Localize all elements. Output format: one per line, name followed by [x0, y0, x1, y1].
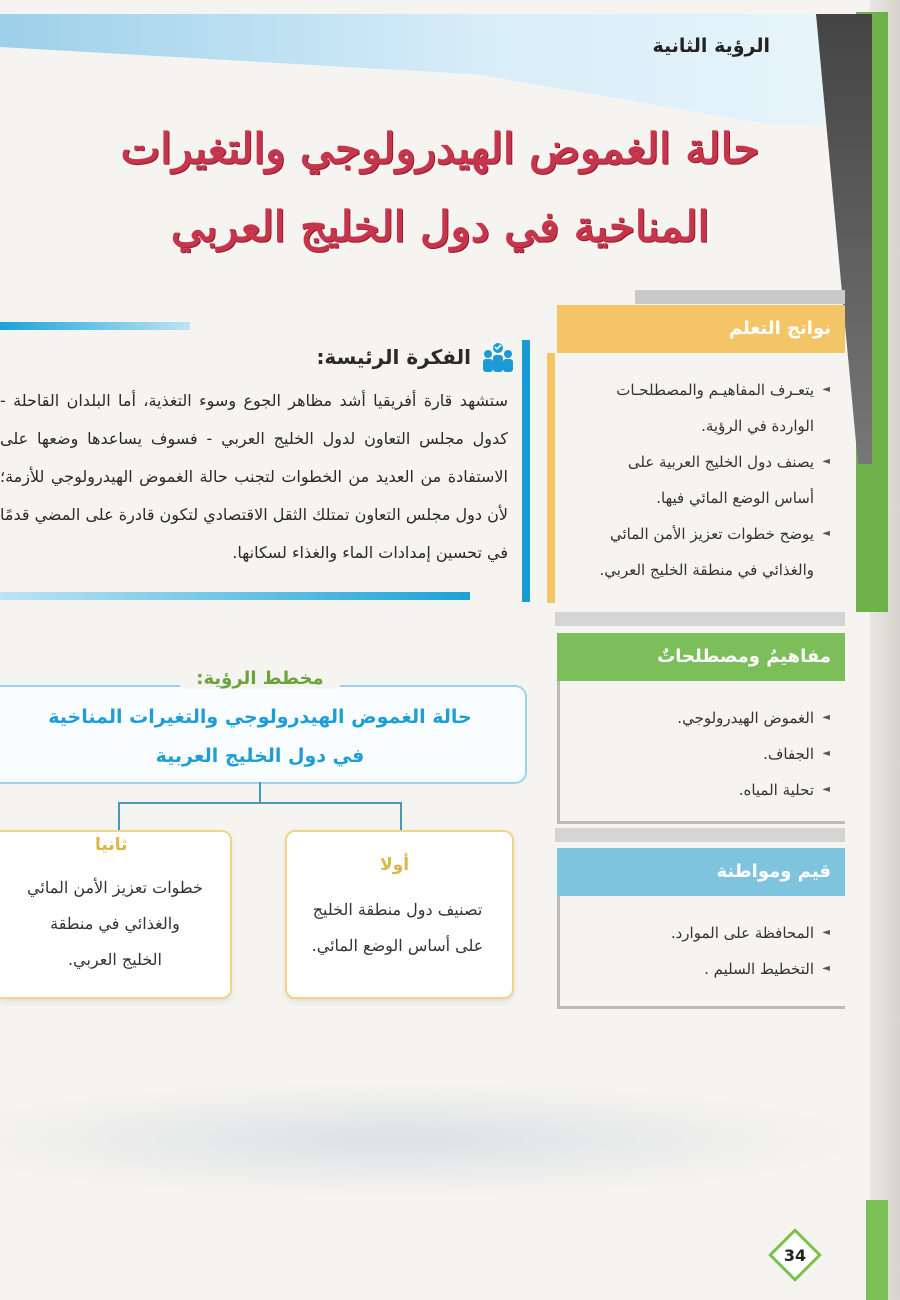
plan-step-first-title: أولا [380, 855, 410, 875]
plan-heading: مخطط الرؤية: [180, 668, 340, 689]
list-item: ◄ المحافظة على الموارد. [565, 915, 830, 951]
header-band [0, 14, 870, 124]
values-list [565, 915, 830, 987]
outcomes-list [565, 372, 830, 588]
concepts-list [565, 700, 830, 808]
tree-connector-stem [259, 782, 261, 802]
water-splash-image [0, 1080, 880, 1200]
list-item: ◄ الغموض الهيدرولوجي. [565, 700, 830, 736]
green-side-tab-bottom [866, 1200, 888, 1300]
page-number-badge [772, 1232, 818, 1278]
main-idea-label: الفكرة الرئيسة: [316, 345, 471, 369]
list-item: ◄ الجفاف. [565, 736, 830, 772]
plan-title-line-1: حالة الغموض الهيدرولوجي والتغيرات المناخية [48, 706, 472, 728]
team-icon [481, 340, 515, 374]
tree-connector-bar [118, 802, 402, 804]
outcome-line: والغذائي في منطقة الخليج العربي. [599, 561, 814, 579]
title-line-1: حالة الغموض الهيدرولوجي والتغيرات [120, 124, 760, 173]
concepts-top-strip [555, 612, 845, 626]
outcomes-side-bar [547, 353, 555, 603]
outcome-line: ◄ يوضح خطوات تعزيز الأمن المائي [609, 525, 814, 543]
tree-connector-right [400, 802, 402, 832]
outcome-line: ◄ يتعـرف المفاهيـم والمصطلحـات [616, 381, 814, 399]
main-idea-heading [316, 340, 515, 374]
plan-step-second-text [5, 870, 225, 978]
values-top-strip [555, 828, 845, 842]
plan-box [0, 685, 527, 784]
outcomes-heading: نواتج التعلم [557, 305, 845, 353]
outcome-line: أساس الوضع المائي فيها. [656, 489, 814, 507]
outcome-line: الواردة في الرؤية. [701, 417, 814, 435]
page-number: 34 [783, 1245, 807, 1265]
outcomes-top-strip [635, 290, 845, 304]
list-item [565, 444, 830, 516]
page-title [120, 110, 760, 266]
plan-step-second-title: ثانيا [95, 835, 128, 855]
tree-connector-left [118, 802, 120, 832]
concepts-heading: مفاهيمُ ومصطلحاتٌ [557, 633, 845, 681]
plan-step-first-line: على أساس الوضع المائي. [311, 936, 484, 955]
plan-step-second-line: والغذائي في منطقة [50, 914, 180, 933]
list-item: ◄ التخطيط السليم . [565, 951, 830, 987]
outcome-line: ◄ يصنف دول الخليج العربية على [627, 453, 814, 471]
list-item [565, 516, 830, 588]
list-item: ◄ تحلية المياه. [565, 772, 830, 808]
title-line-2: المناخية في دول الخليج العربي [170, 202, 710, 251]
blue-stripe-bottom [0, 592, 470, 600]
plan-step-first-line: تصنيف دول منطقة الخليج [312, 900, 483, 919]
main-idea-bar [522, 340, 530, 602]
blue-stripe-top [0, 322, 190, 330]
values-heading: قيم ومواطنة [557, 848, 845, 896]
plan-step-first-text [290, 892, 505, 964]
section-tag: الرؤية الثانية [652, 35, 770, 57]
main-idea-text: ستشهد قارة أفريقيا أشد مظاهر الجوع وسوء التغذية، أما البلدان القاحلة - كدول مجلس التعاون لدول الخليج العربي - فسوف يساعدها وضعها على الاستفادة من العديد من الخطوات لتجنب حالة الغموض الهيدرولوجي للأزمة؛ لأن دول مجلس التعاون تمتلك الثقل الاقتصادي لتكون قادرة على المضي قدمًا في تحسين إمدادات الماء والغذاء لسكانها. [0, 391, 508, 562]
list-item [565, 372, 830, 444]
plan-step-second-line: خطوات تعزيز الأمن المائي [27, 878, 203, 897]
plan-title-line-2: في دول الخليج العربية [155, 745, 365, 767]
plan-step-second-line: الخليج العربي. [68, 950, 162, 969]
